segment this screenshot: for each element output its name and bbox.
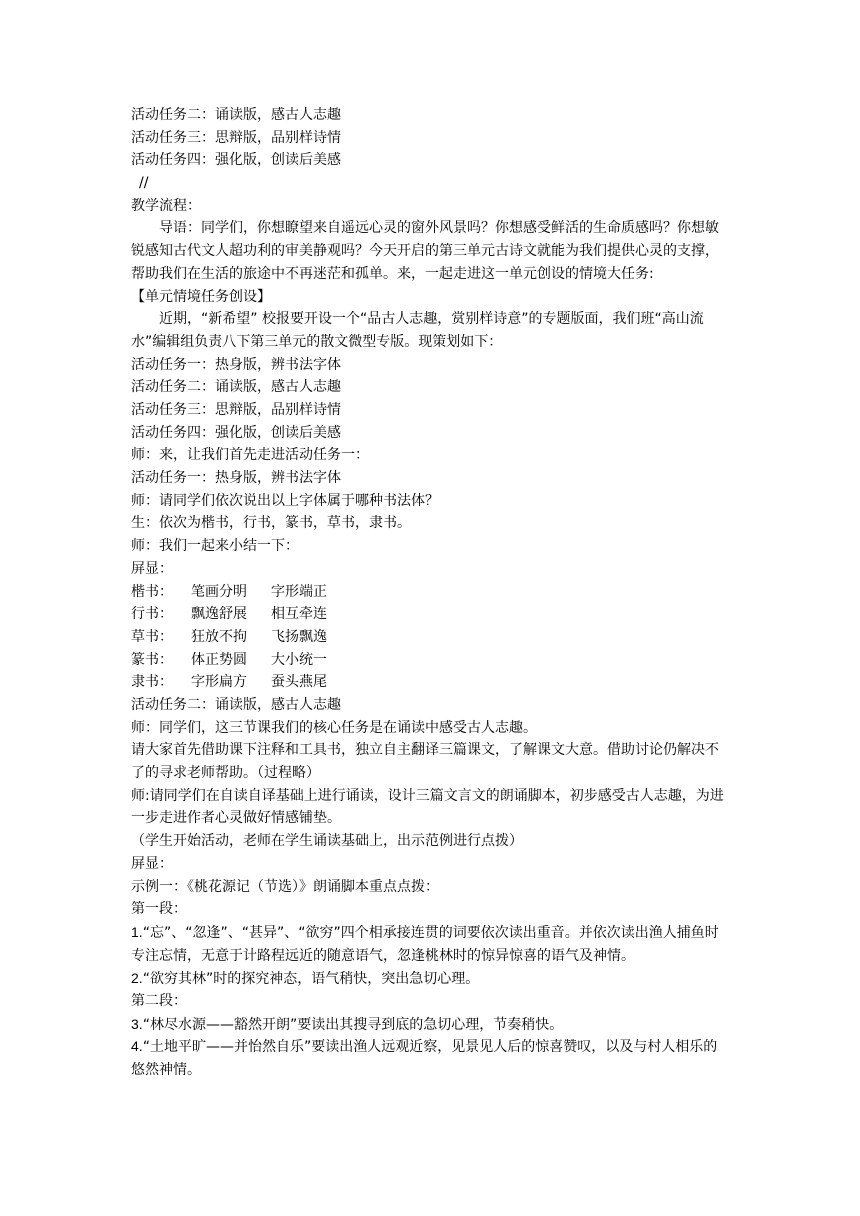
intro-paragraph: 导语：同学们，你想瞭望来自遥远心灵的窗外风景吗？你想感受鲜活的生命质感吗？你想敏锐感知古代文人超功利的审美静观吗？今天开启的第三单元古诗文就能为我们提供心灵的支撑，帮助我们在生活的旅途中不再迷茫和孤单。来，一起走进这一单元创设的情境大任务:	[131, 220, 719, 282]
script-row	[131, 603, 731, 626]
script-row	[131, 649, 731, 672]
script-feature: 体正势圆	[191, 651, 247, 668]
item-number: 3.	[131, 1015, 143, 1032]
script-feature: 相互牵连	[271, 606, 327, 623]
text-line: 活动任务二：诵读版，感古人志趣	[131, 379, 341, 396]
script-name: 行书：	[131, 606, 173, 623]
text-line: 活动任务一：热身版，辨书法字体	[131, 356, 341, 373]
paragraph-label: 第二段：	[131, 992, 187, 1009]
script-feature: 飞扬飘逸	[271, 628, 327, 645]
script-feature: 字形端正	[271, 583, 327, 600]
separator-mark: //	[139, 175, 149, 192]
script-row	[131, 626, 731, 649]
script-feature: 字形扁方	[191, 674, 247, 691]
section-heading: 教学流程：	[131, 197, 201, 214]
text-line: 师：请同学们依次说出以上字体属于哪种书法体？	[131, 492, 439, 509]
script-feature: 蚕头燕尾	[271, 674, 327, 691]
text-line: 活动任务二：诵读版，感古人志趣	[131, 107, 341, 123]
text-line: 示例一：《桃花源记（节选）》朗诵脚本重点点拨：	[131, 878, 439, 895]
item-text: “忘”、“忽逢”、“甚异”、“欲穷”四个相承接连贯的词要依次读出重音。并依次读出渔人捕鱼时专注忘情，无意于计路程远近的随意语气，忽逢桃林时的惊异惊喜的语气及神情。	[131, 924, 719, 964]
script-name: 楷书：	[131, 583, 173, 600]
text-line: 师：同学们，这三节课我们的核心任务是在诵读中感受古人志趣。	[131, 719, 537, 736]
script-name: 隶书：	[131, 674, 173, 691]
text-line: 生：依次为楷书，行书，篆书，草书，隶书。	[131, 515, 411, 532]
context-paragraph: 近期，“新希望” 校报要开设一个“品古人志趣，赏别样诗意”的专题版面，我们班“高山流水”编辑组负责八下第三单元的散文微型专版。现策划如下：	[131, 311, 704, 350]
item-text: “欲穷其林”时的探究神态，语气稍快，突出急切心理。	[142, 971, 480, 988]
script-row	[131, 671, 731, 694]
text-line: 屏显：	[131, 560, 173, 577]
script-row	[131, 581, 731, 604]
item-number: 2.	[131, 970, 143, 987]
text-line: 活动任务二：诵读版，感古人志趣	[131, 696, 341, 713]
text-paragraph: 师:请同学们在自读自译基础上进行诵读，设计三篇文言文的朗诵脚本，初步感受古人志趣，为进一步走进作者心灵做好情感铺垫。	[131, 787, 724, 827]
item-text: “林尽水源——豁然开朗”要读出其搜寻到底的急切心理，节奏稍快。	[142, 1016, 564, 1033]
item-text: “土地平旷——并怡然自乐”要读出渔人远观近察，见景见人后的惊喜赞叹，以及与村人相乐的悠然神情。	[131, 1039, 718, 1079]
numbered-item	[131, 1035, 731, 1081]
text-paragraph: 请大家首先借助课下注释和工具书，独立自主翻译三篇课文，了解课文大意。借助讨论仍解决不了的寻求老师帮助。（过程略）	[131, 742, 719, 782]
text-line: 活动任务一：热身版，辨书法字体	[131, 470, 341, 487]
script-name: 篆书：	[131, 651, 173, 668]
numbered-item	[131, 1013, 731, 1036]
text-line: 活动任务四：强化版，创读后美感	[131, 152, 341, 169]
script-feature: 大小统一	[271, 651, 327, 668]
script-feature: 飘逸舒展	[191, 606, 247, 623]
text-line: 活动任务四：强化版，创读后美感	[131, 424, 341, 441]
section-heading: 【单元情境任务创设】	[131, 288, 271, 305]
text-line: （学生开始活动，老师在学生诵读基础上，出示范例进行点拨）	[131, 833, 523, 850]
document-page	[131, 104, 731, 1082]
numbered-item	[131, 921, 731, 967]
paragraph-label: 第一段：	[131, 901, 187, 918]
script-feature: 笔画分明	[191, 583, 247, 600]
item-number: 4.	[131, 1038, 143, 1055]
text-line: 活动任务三：思辩版，品别样诗情	[131, 129, 341, 146]
text-line: 师：我们一起来小结一下：	[131, 538, 299, 555]
text-line: 屏显：	[131, 855, 173, 872]
script-name: 草书：	[131, 628, 173, 645]
text-line: 活动任务三：思辩版，品别样诗情	[131, 402, 341, 419]
item-number: 1.	[131, 923, 143, 940]
text-line: 师：来，让我们首先走进活动任务一：	[131, 447, 369, 464]
script-feature: 狂放不拘	[191, 628, 247, 645]
numbered-item	[131, 967, 731, 990]
